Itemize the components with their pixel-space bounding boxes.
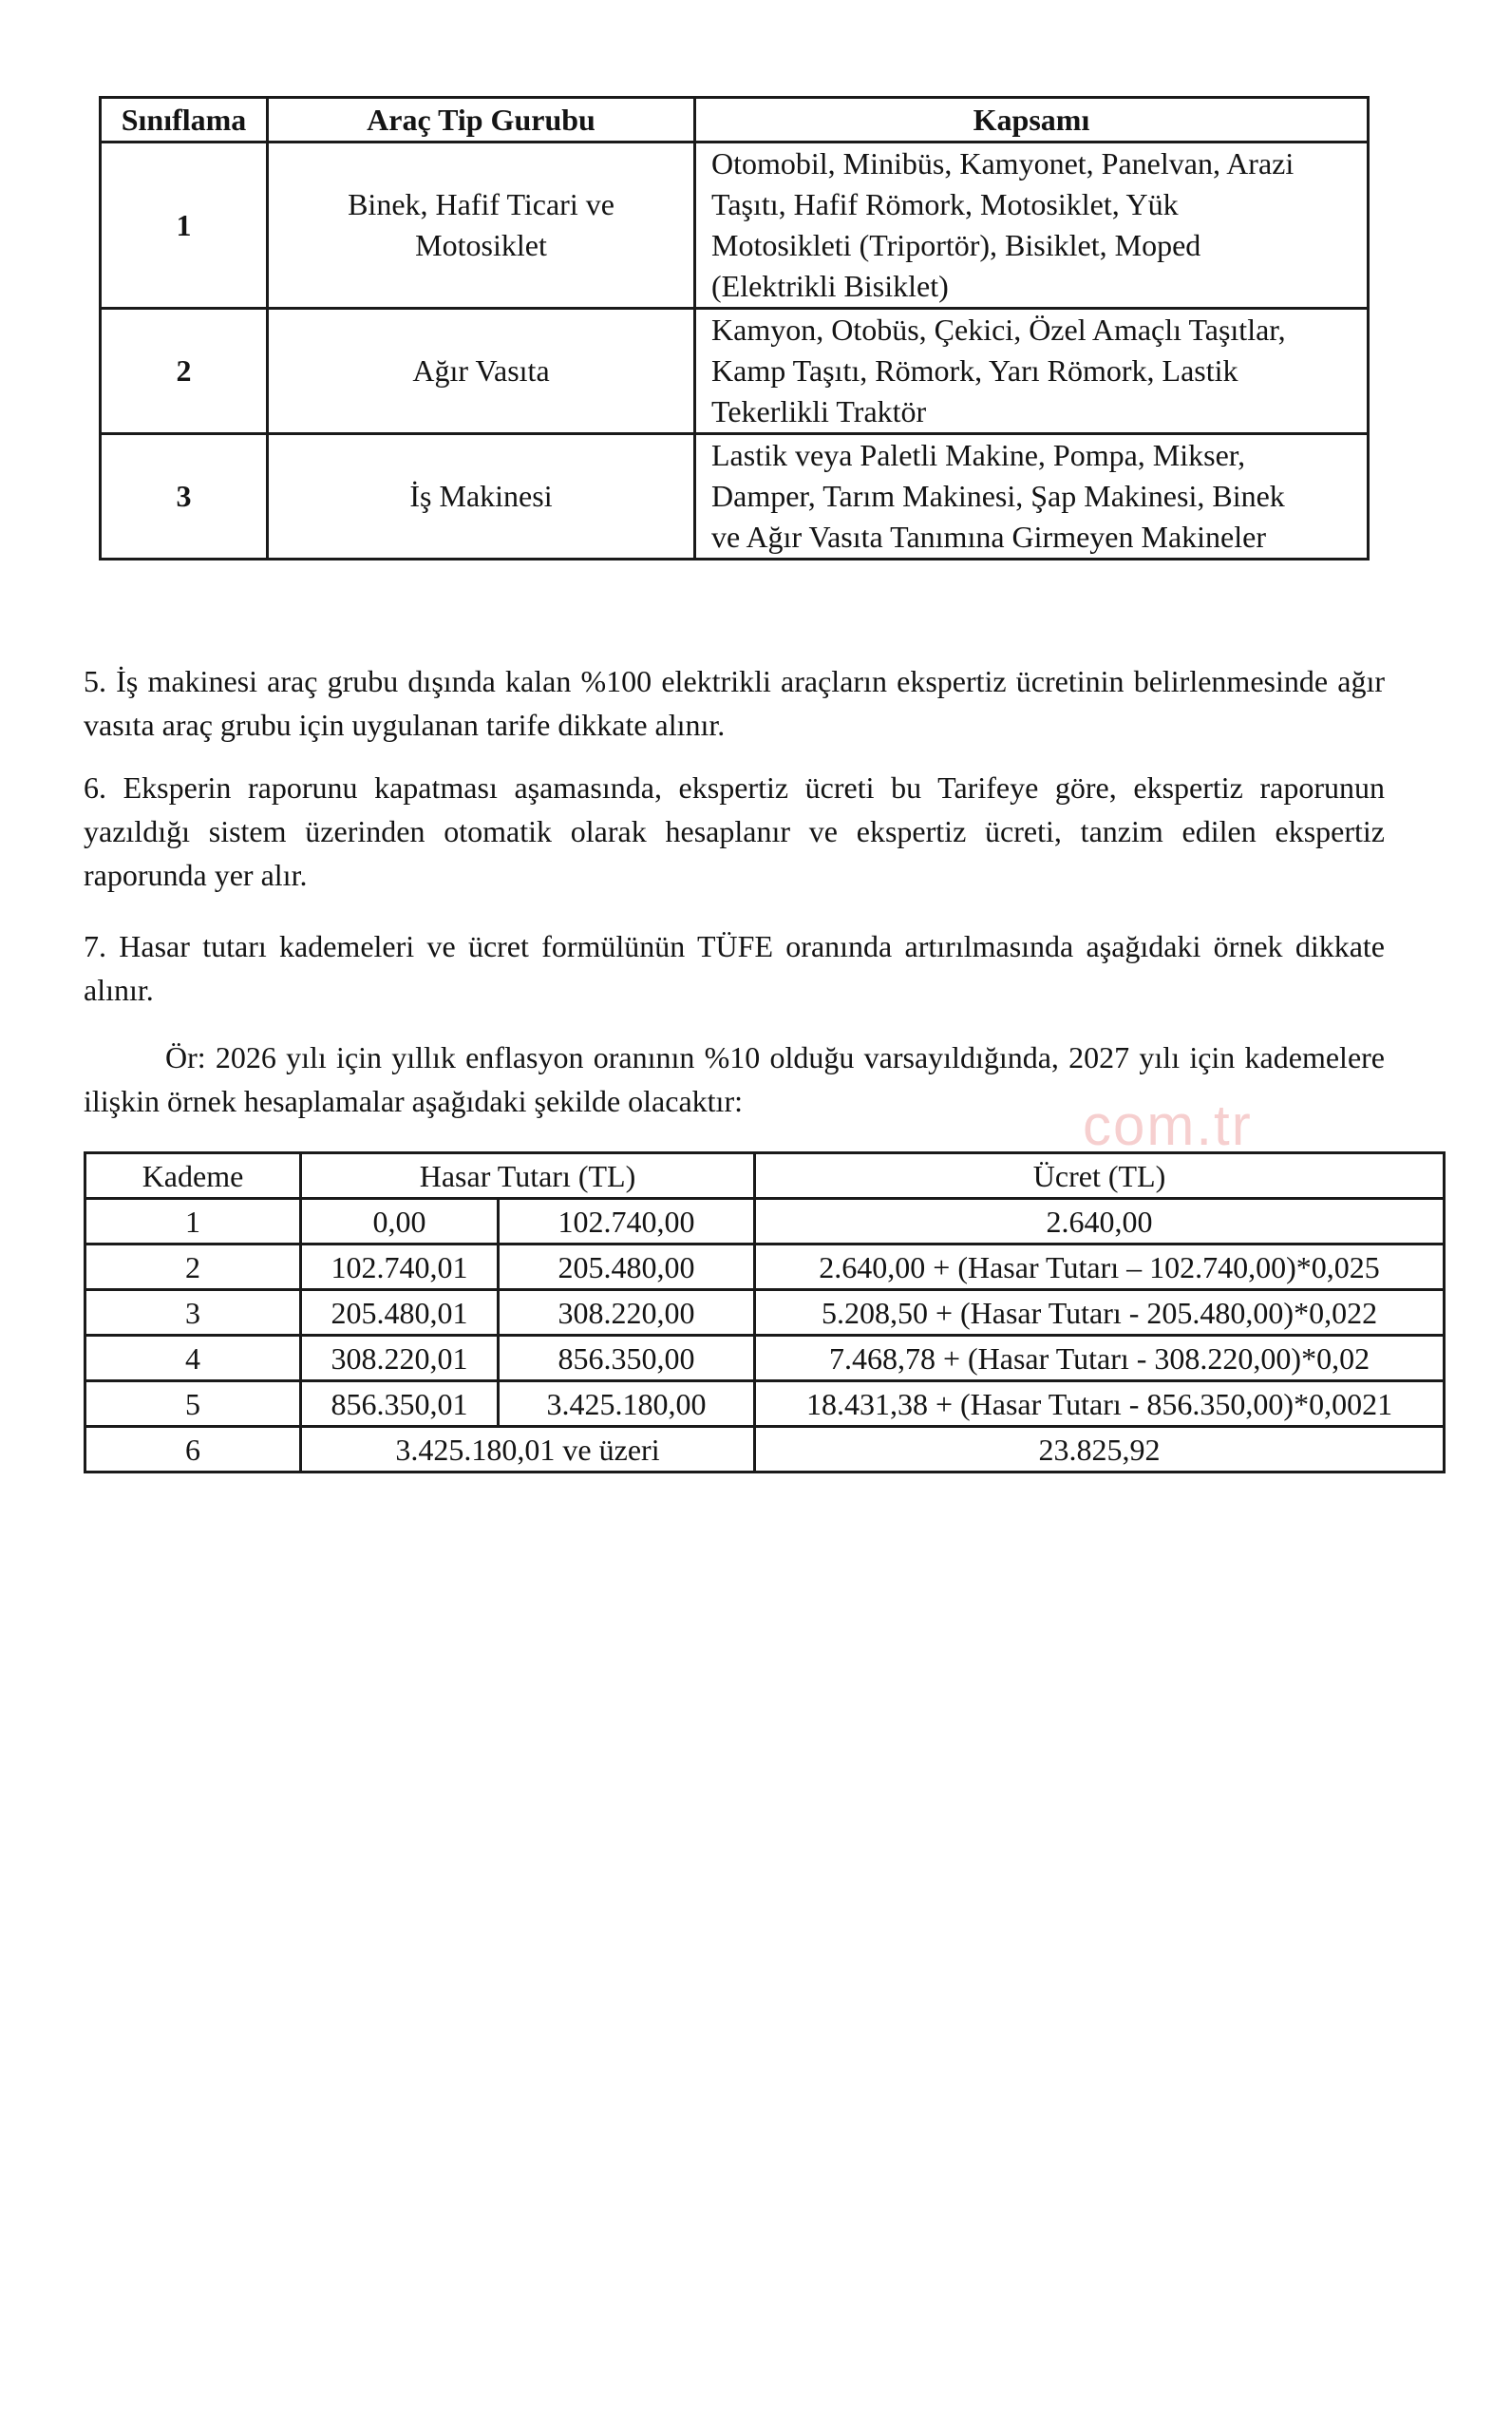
damage-from: 856.350,01 [301,1381,499,1427]
scope-line: Kamp Taşıtı, Römork, Yarı Römork, Lastik [711,353,1238,388]
scope-line: Otomobil, Minibüs, Kamyonet, Panelvan, Arazi [711,146,1295,180]
damage-to: 308.220,00 [499,1290,755,1336]
tier-number: 1 [85,1199,301,1244]
paragraph-5: 5. İş makinesi araç grubu dışında kalan %100 elektrikli araçların ekspertiz ücretinin belirlenmesinde ağır vasıta araç grubu için uygulanan tarife dikkate alınır. [84,664,1385,742]
scope-line: Lastik veya Paletli Makine, Pompa, Mikser, [711,438,1246,472]
damage-from: 0,00 [301,1199,499,1244]
tier-number: 3 [85,1290,301,1336]
scope-line: Taşıtı, Hafif Römork, Motosiklet, Yük [711,187,1179,221]
fee-formula: 5.208,50 + (Hasar Tutarı - 205.480,00)*0,022 [755,1290,1445,1336]
damage-to: 102.740,00 [499,1199,755,1244]
paragraph-7: 7. Hasar tutarı kademeleri ve ücret formülünün TÜFE oranında artırılmasında aşağıdaki örnek dikkate alınır. [84,929,1385,1007]
scope [695,142,1369,309]
tier-row [85,1199,1445,1244]
class-number: 3 [101,434,268,560]
tier-row [85,1244,1445,1290]
vehicle-group [268,434,695,560]
example-paragraph: Ör: 2026 yılı için yıllık enflasyon oranının %10 olduğu varsayıldığında, 2027 yılı için kademelere ilişkin örnek hesaplamalar aşağıdaki şekilde olacaktır: [84,1040,1385,1118]
scope-line: (Elektrikli Bisiklet) [711,269,949,303]
scope [695,309,1369,434]
header-damage-amount: Hasar Tutarı (TL) [301,1153,755,1199]
damage-from: 102.740,01 [301,1244,499,1290]
damage-to: 856.350,00 [499,1336,755,1381]
scope-line: ve Ağır Vasıta Tanımına Girmeyen Makineler [711,520,1266,554]
paragraph-6: 6. Eksperin raporunu kapatması aşamasında, ekspertiz ücreti bu Tarifeye göre, ekspertiz raporunun yazıldığı sistem üzerinden otomatik olarak hesaplanır ve ekspertiz ücreti, tanzim edilen ekspertiz raporunda yer alır. [84,770,1385,892]
damage-from: 205.480,01 [301,1290,499,1336]
scope-line: Tekerlikli Traktör [711,394,927,428]
tier-row [85,1381,1445,1427]
header-classification: Sınıflama [101,98,268,142]
group-line: Binek, Hafif Ticari ve [348,187,614,221]
damage-to: 3.425.180,00 [499,1381,755,1427]
tier-row [85,1336,1445,1381]
fee-formula: 2.640,00 + (Hasar Tutarı – 102.740,00)*0,025 [755,1244,1445,1290]
group-line: Motosiklet [415,228,547,262]
tier-table [84,1151,1446,1473]
scope-line: Motosikleti (Triportör), Bisiklet, Moped [711,228,1201,262]
scope-line: Damper, Tarım Makinesi, Şap Makinesi, Binek [711,479,1285,513]
classification-header-row [101,98,1369,142]
fee-formula: 2.640,00 [755,1199,1445,1244]
header-vehicle-group: Araç Tip Gurubu [268,98,695,142]
class-number: 1 [101,142,268,309]
tier-number: 4 [85,1336,301,1381]
damage-to: 205.480,00 [499,1244,755,1290]
scope-line: Kamyon, Otobüs, Çekici, Özel Amaçlı Taşıtlar, [711,313,1286,347]
damage-range: 3.425.180,01 ve üzeri [301,1427,755,1472]
tier-number: 6 [85,1427,301,1472]
classification-row [101,142,1369,309]
group-line: İş Makinesi [409,479,553,513]
fee-formula: 23.825,92 [755,1427,1445,1472]
header-fee: Ücret (TL) [755,1153,1445,1199]
tier-row [85,1290,1445,1336]
header-tier: Kademe [85,1153,301,1199]
scope [695,434,1369,560]
tier-number: 5 [85,1381,301,1427]
damage-from: 308.220,01 [301,1336,499,1381]
tier-row [85,1427,1445,1472]
fee-formula: 18.431,38 + (Hasar Tutarı - 856.350,00)*0,0021 [755,1381,1445,1427]
watermark: com.tr [1083,1093,1253,1157]
classification-row [101,309,1369,434]
class-number: 2 [101,309,268,434]
vehicle-group [268,309,695,434]
classification-row [101,434,1369,560]
vehicle-group [268,142,695,309]
tier-header-row [85,1153,1445,1199]
header-scope: Kapsamı [695,98,1369,142]
tier-number: 2 [85,1244,301,1290]
fee-formula: 7.468,78 + (Hasar Tutarı - 308.220,00)*0,02 [755,1336,1445,1381]
classification-table [99,96,1370,560]
group-line: Ağır Vasıta [412,353,550,388]
